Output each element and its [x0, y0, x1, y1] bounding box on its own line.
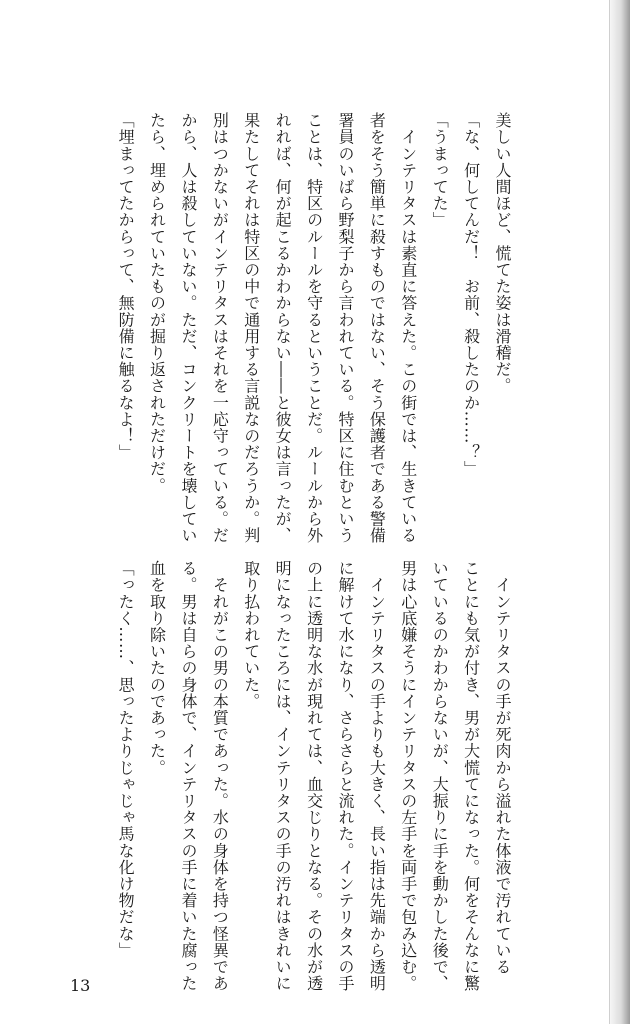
text-line: ことは、特区のルールを守るということだ。ルールから外	[304, 112, 324, 544]
upper-text-block	[110, 112, 518, 544]
text-line: インテリタスの手よりも大きく、長い指は先端から透明	[367, 560, 387, 992]
text-line: 美しい人間ほど、慌てた姿は滑稽だ。	[493, 112, 512, 395]
text-line: に解けて水になり、さらさらと流れた。インテリタスの手	[335, 560, 355, 992]
text-line: 「な、何してんだ！ お前、殺したのか……？」	[461, 112, 481, 478]
text-line: の上に透明な水が現れては、血交じりとなる。その水が透	[304, 560, 324, 992]
text-line: ことにも気が付き、男が大慌てになった。何をそんなに驚	[461, 560, 481, 992]
text-line: 者をそう簡単に殺すものではない、そう保護者である警備	[367, 112, 387, 544]
text-line: 取り払われていた。	[241, 560, 261, 710]
text-line: 「うまってた」	[430, 112, 450, 229]
text-line: 「ったく……、思ったよりじゃじゃ馬な化け物だな」	[116, 560, 136, 959]
text-line: 男は心底嫌そうにインテリタスの左手を両手で包み込む。	[398, 560, 418, 992]
text-line: いているのかわからないが、大振りに手を動かした後で、	[430, 560, 450, 992]
page-edge	[610, 0, 630, 1024]
text-line: たら、埋められていたものが掘り返されただけだ。	[147, 112, 167, 494]
text-line: インテリタスの手が死肉から溢れた体液で汚れている	[493, 560, 512, 975]
text-line: インテリタスは素直に答えた。この街では、生きている	[398, 112, 418, 544]
text-line: から、人は殺していない。ただ、コンクリートを壊してい	[178, 112, 198, 544]
lower-text-block	[110, 560, 518, 992]
text-line: それがこの男の本質であった。水の身体を持つ怪異であ	[210, 560, 230, 992]
text-line: れれば、何が起こるかわからない――と彼女は言ったが、	[273, 112, 293, 544]
text-line: 「埋まってたからって、無防備に触るなよ！」	[116, 112, 136, 461]
text-line: 血を取り除いたのであった。	[147, 560, 167, 776]
page-number: 13	[70, 976, 91, 995]
text-line: る。男は自らの身体で、インテリタスの手に着いた腐った	[178, 560, 198, 992]
text-line: 署員のいばら野梨子から言われている。特区に住むという	[335, 112, 355, 544]
text-line: 別はつかないがインテリタスはそれを一応守っている。だ	[210, 112, 230, 544]
text-line: 明になったころには、インテリタスの手の汚れはきれいに	[273, 560, 293, 992]
text-line: 果たしてそれは特区の中で通用する言説なのだろうか。判	[241, 112, 261, 544]
